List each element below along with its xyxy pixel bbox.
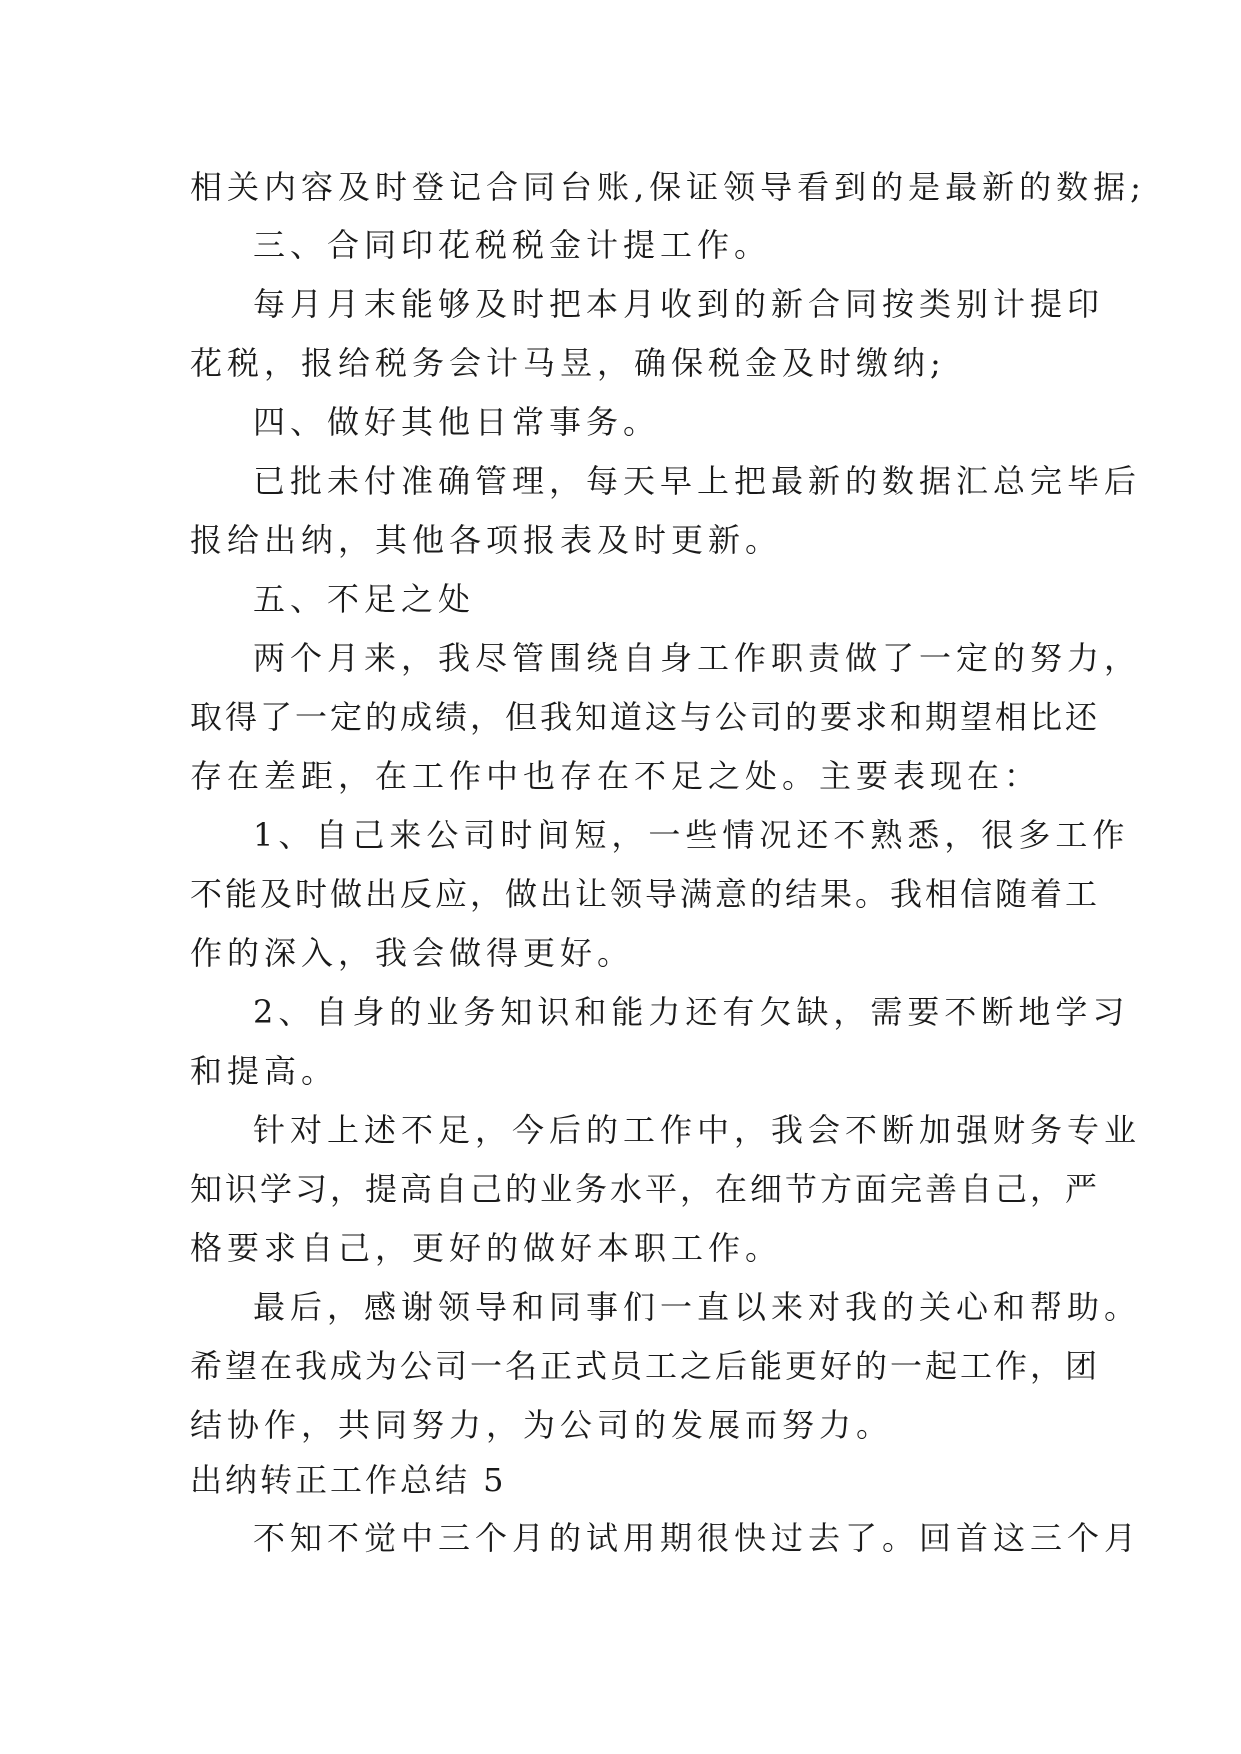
paragraph-line: 存在差距，在工作中也存在不足之处。主要表现在：	[190, 757, 1042, 795]
section-heading-4: 四、做好其他日常事务。	[253, 403, 661, 441]
article-title: 出纳转正工作总结 5	[190, 1461, 507, 1499]
paragraph-line: 报给出纳，其他各项报表及时更新。	[190, 521, 783, 559]
section-heading-3: 三、合同印花税税金计提工作。	[253, 226, 772, 264]
paragraph-line: 作的深入，我会做得更好。	[190, 934, 635, 972]
list-item-2: 2、自身的业务知识和能力还有欠缺，需要不断地学习	[253, 993, 1130, 1031]
paragraph-line: 取得了一定的成绩，但我知道这与公司的要求和期望相比还	[190, 698, 1101, 736]
section-heading-5: 五、不足之处	[253, 580, 476, 618]
paragraph-line: 格要求自己，更好的做好本职工作。	[190, 1229, 783, 1267]
paragraph-line: 最后，感谢领导和同事们一直以来对我的关心和帮助。	[253, 1288, 1142, 1326]
paragraph-line: 不能及时做出反应，做出让领导满意的结果。我相信随着工	[190, 875, 1101, 913]
paragraph-line: 知识学习，提高自己的业务水平，在细节方面完善自己，严	[190, 1170, 1101, 1208]
list-item-1: 1、自己来公司时间短，一些情况还不熟悉，很多工作	[253, 816, 1130, 854]
paragraph-line: 相关内容及时登记合同台账,保证领导看到的是最新的数据;	[190, 168, 1146, 206]
paragraph-line: 和提高。	[190, 1052, 339, 1090]
paragraph-line: 已批未付准确管理，每天早上把最新的数据汇总完毕后	[253, 462, 1142, 500]
paragraph-line: 针对上述不足，今后的工作中，我会不断加强财务专业	[253, 1111, 1142, 1149]
paragraph-line: 结协作，共同努力，为公司的发展而努力。	[190, 1406, 894, 1444]
paragraph-line: 希望在我成为公司一名正式员工之后能更好的一起工作，团	[190, 1347, 1101, 1385]
paragraph-line: 每月月末能够及时把本月收到的新合同按类别计提印	[253, 285, 1105, 323]
paragraph-line: 不知不觉中三个月的试用期很快过去了。回首这三个月	[253, 1519, 1142, 1557]
paragraph-line: 花税，报给税务会计马昱，确保税金及时缴纳;	[190, 344, 946, 382]
paragraph-line: 两个月来，我尽管围绕自身工作职责做了一定的努力，	[253, 639, 1142, 677]
